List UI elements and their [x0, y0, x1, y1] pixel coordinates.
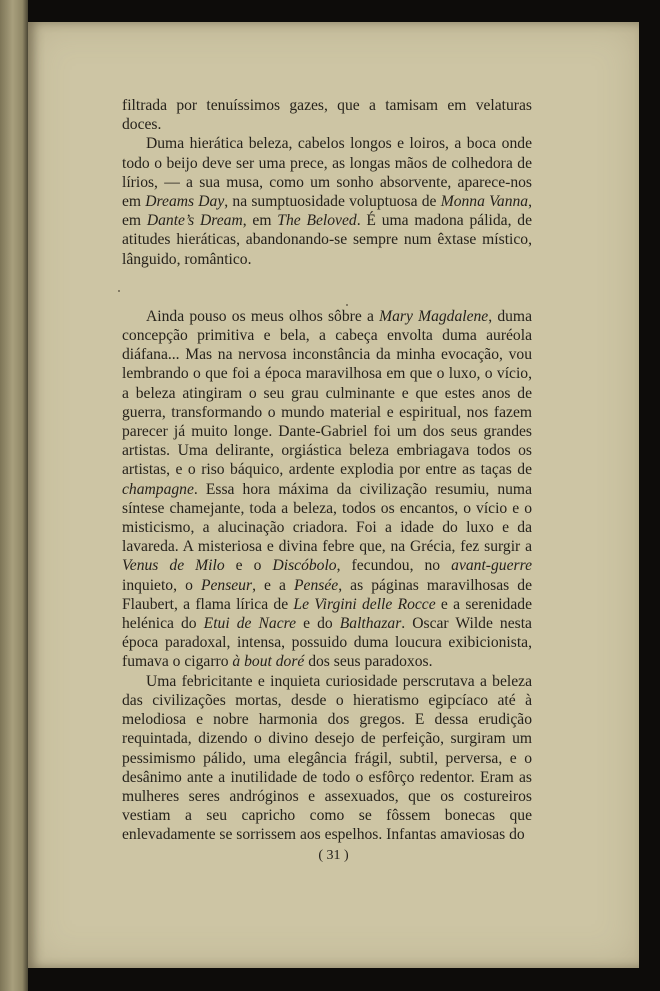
paragraph: Duma hierática beleza, cabelos longos e loiros, a boca onde todo o beijo deve ser uma prece, as longas mãos de colhedora de lírios, — a sua musa, como um sonho absorvente, aparece-nos em Dreams Day, na sumptuosidade voluptuosa de Monna Vanna, em Dante’s Dream, em The Beloved. É uma madona pálida, de atitudes hieráticas, abandonando-se sempre num êxtase místico, lânguido, romântico. — [122, 135, 532, 268]
paper-speck — [346, 304, 348, 306]
paragraph: Ainda pouso os meus olhos sôbre a Mary Magdalene, duma concepção primitiva e bela, a cabeça envolta duma auréola diáfana... Mas na nervosa inconstância da minha evocação, vou lembrando o que foi a época maravilhosa em que o luxo, o vício, a beleza atingiram o seu grau culminante e que estes anos de guerra, transformando o mundo material e espiritual, nos fazem parecer já muito longe. Dante-Gabriel foi um dos seus grandes artistas. Uma delirante, orgiástica beleza embriagava todos os artistas, e o riso báquico, ardente explodia por entre as taças de champagne. Essa hora máxima da civilização resumiu, numa síntese chamejante, toda a beleza, todos os encantos, o vício e o misticismo, a alucinação criadora. Foi a idade do luxo e da lavareda. A misteriosa e divina febre que, na Grécia, fez surgir a Venus de Milo e o Discóbolo, fecundou, no avant-guerre inquieto, o Penseur, e a Pensée, as páginas maravilhosas de Flaubert, a flama lírica de Le Virgini delle Rocce e a serenidade helénica do Etui de Nacre e do Balthazar. Oscar Wilde nesta época paradoxal, intensa, possuido duma loucura exibicionista, fumava o cigarro à bout doré dos seus paradoxos. — [122, 307, 532, 671]
section-gap — [122, 269, 532, 307]
paragraph: Uma febricitante e inquieta curiosidade perscrutava a beleza das civilizações mortas, desde o hieratismo egipcíaco até à melodiosa e nobre harmonia dos gregos. E dessa erudição requintada, dizendo o divino desejo de perfeição, surgiram um pessimismo pálido, uma elegância frágil, subtil, perversa, e o desânimo ante a inutilidade de todo o esfôrço redentor. Eram as mulheres seres andróginos e assexuados, que os costureiros vestiam a seu capricho como se fôssem bonecas que enlevadamente se sorrissem aos espelhos. Infantas amaviosas do — [122, 672, 532, 844]
body-text — [122, 96, 532, 845]
paper-speck — [118, 290, 120, 292]
book-spine-edge — [0, 0, 28, 991]
paragraph: filtrada por tenuíssimos gazes, que a tamisam em velaturas doces. — [122, 97, 532, 134]
book-page — [28, 22, 639, 968]
page-number: ( 31 ) — [318, 848, 349, 863]
